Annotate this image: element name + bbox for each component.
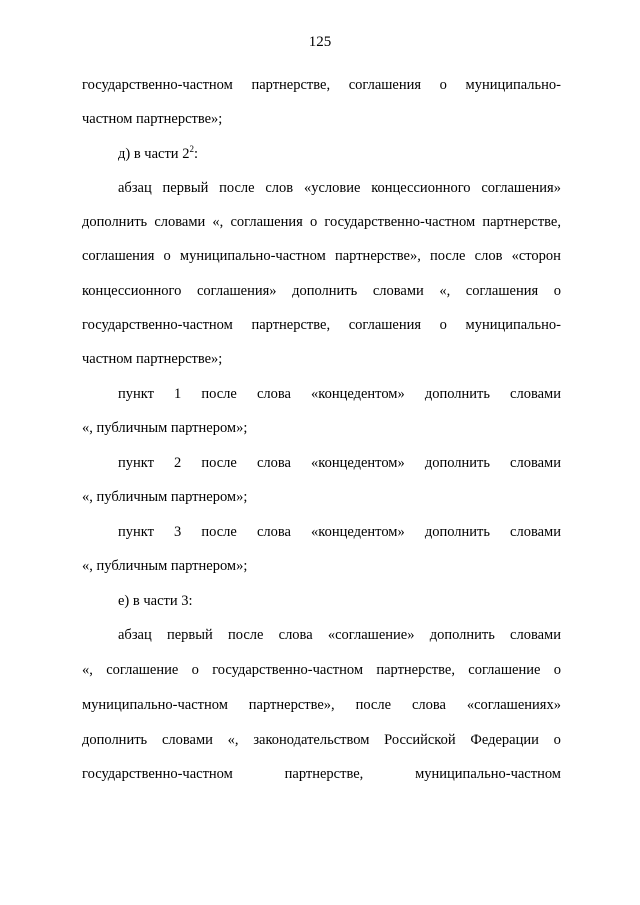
text-line: пункт 1 после слова «концедентом» дополнить словами	[118, 386, 561, 402]
text-line: абзац первый после слова «соглашение» дополнить словами	[118, 627, 561, 643]
text-line	[82, 350, 561, 368]
text-line: дополнить словами «, соглашения о государственно-частном партнерстве,	[82, 214, 561, 230]
text-line-content: д) в части 2	[118, 146, 190, 162]
text-line-content: «, публичным партнером»;	[82, 420, 248, 436]
text-line: «, соглашение о государственно-частном партнерстве, соглашение о	[82, 662, 561, 678]
text-line: государственно-частном партнерстве, муниципально-частном	[82, 766, 561, 782]
text-line-content: «, публичным партнером»;	[82, 558, 248, 574]
text-line: соглашения о муниципально-частном партнерстве», после слов «сторон	[82, 248, 561, 264]
text-line: абзац первый после слов «условие концессионного соглашения»	[118, 180, 561, 196]
text-line-suffix: :	[193, 146, 198, 162]
text-line	[118, 145, 561, 163]
text-line: государственно-частном партнерстве, соглашения о муниципально-	[82, 317, 561, 333]
superscript: 2	[189, 144, 194, 155]
text-line: государственно-частном партнерстве, соглашения о муниципально-	[82, 77, 561, 93]
text-line	[82, 557, 561, 575]
text-line	[118, 592, 561, 610]
text-line-content: е) в части 3:	[118, 593, 193, 609]
text-line	[82, 419, 561, 437]
text-line	[82, 110, 561, 128]
text-line: муниципально-частном партнерстве», после слова «соглашениях»	[82, 697, 561, 713]
text-line	[82, 488, 561, 506]
text-line: концессионного соглашения» дополнить словами «, соглашения о	[82, 283, 561, 299]
text-line-content: частном партнерстве»;	[82, 351, 223, 367]
text-line-content: частном партнерстве»;	[82, 111, 223, 127]
text-line-content: «, публичным партнером»;	[82, 489, 248, 505]
text-line: пункт 3 после слова «концедентом» дополнить словами	[118, 524, 561, 540]
text-line: пункт 2 после слова «концедентом» дополнить словами	[118, 455, 561, 471]
page-number: 125	[308, 34, 332, 50]
text-line: дополнить словами «, законодательством Российской Федерации о	[82, 732, 561, 748]
